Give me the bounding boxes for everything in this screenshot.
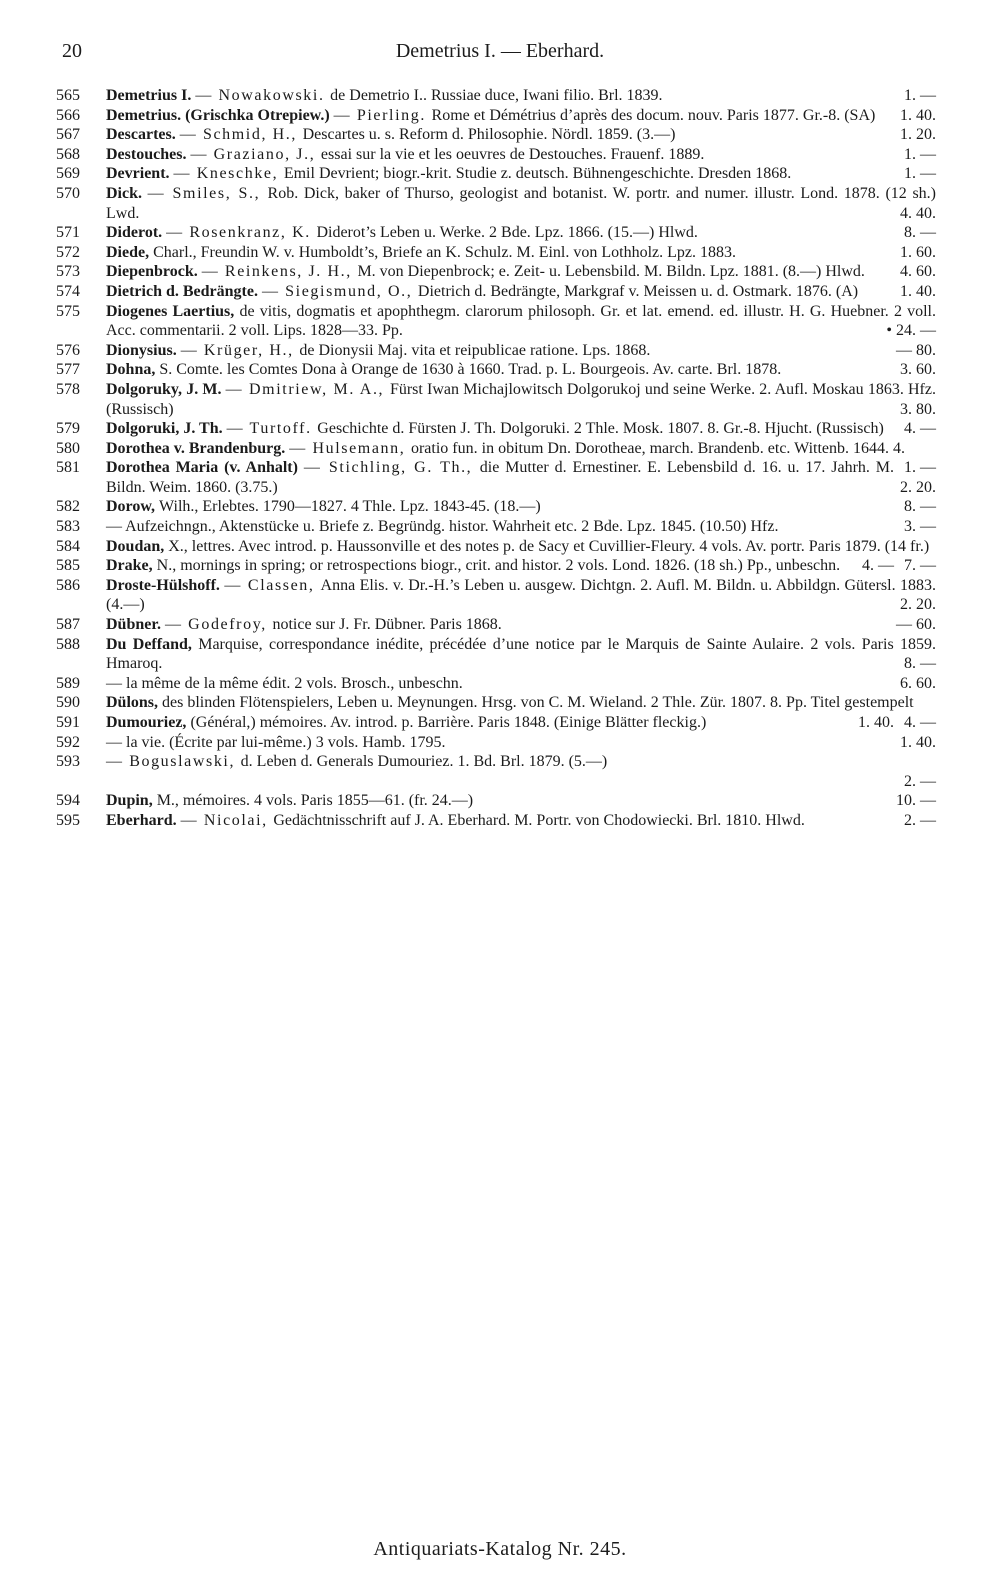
entry-author: — Kneschke, bbox=[173, 165, 284, 183]
catalog-entries bbox=[56, 86, 936, 831]
page-footer: Antiquariats-Katalog Nr. 245. bbox=[373, 1538, 627, 1560]
entry-number: 565 bbox=[56, 87, 80, 104]
entry-price: 1. 40. bbox=[900, 733, 936, 751]
entry-description: notice sur J. Fr. Dübner. Paris 1868. bbox=[272, 616, 502, 634]
entry-heading: Demetrius I. bbox=[106, 87, 196, 104]
entry-number: 590 bbox=[56, 694, 80, 712]
entry-body bbox=[106, 752, 936, 772]
entry-heading: Dorothea Maria (v. Anhalt) bbox=[106, 459, 304, 477]
entry-price: • 24. — bbox=[886, 322, 936, 340]
entry-body bbox=[106, 419, 936, 439]
entry-body bbox=[106, 576, 936, 615]
entry-number: 570 bbox=[56, 184, 80, 202]
entry-number: 585 bbox=[56, 557, 80, 575]
entry-author: — Graziano, J., bbox=[190, 145, 321, 163]
entry-body bbox=[106, 635, 936, 674]
entry-body bbox=[106, 184, 936, 223]
catalog-entry bbox=[56, 125, 936, 145]
entry-description: Fürst Iwan Michajlowitsch Dolgorukoj und seine Werke. 2. Aufl. Moskau 1863. Hfz. (Russisch) bbox=[106, 380, 936, 418]
catalog-entry bbox=[56, 733, 936, 753]
page-number: 20 bbox=[62, 40, 82, 62]
entry-author: — Dmitriew, M. A., bbox=[225, 380, 390, 398]
entry-author: — Krüger, H., bbox=[180, 341, 300, 359]
entry-description: Dietrich d. Bedrängte, Markgraf v. Meissen u. d. Ostmark. 1876. (A) bbox=[417, 282, 859, 300]
entry-body bbox=[106, 262, 936, 282]
catalog-entry bbox=[56, 302, 936, 341]
entry-number: 568 bbox=[56, 145, 80, 163]
entry-number: 580 bbox=[56, 439, 80, 457]
entry-number: 576 bbox=[56, 341, 80, 359]
entry-description: Wilh., Erlebtes. 1790—1827. 4 Thle. Lpz. 1843-45. (18.—) bbox=[159, 498, 541, 516]
entry-heading: Droste-Hülshoff. bbox=[106, 576, 225, 594]
entry-description: N., mornings in spring; or retrospections biogr., crit. and histor. 2 vols. Lond. 1826. (18 sh.) Pp., unbeschn. bbox=[156, 557, 841, 575]
entry-body bbox=[106, 282, 936, 302]
catalog-entry bbox=[56, 262, 936, 282]
catalog-entry bbox=[56, 341, 936, 361]
catalog-entry bbox=[56, 282, 936, 302]
entry-heading: Dietrich d. Bedrängte. bbox=[106, 282, 262, 300]
entry-author: — Hulsemann, bbox=[289, 439, 411, 457]
catalog-entry bbox=[56, 674, 936, 694]
entry-author: — Nicolai, bbox=[180, 811, 274, 829]
entry-number: 593 bbox=[56, 753, 80, 771]
entry-description: Anna Elis. v. Dr.-H.’s Leben u. ausgew. Dichtgn. 2. Aufl. M. Bildn. u. Abbildgn. Gütersl. 1883. (4.—) bbox=[106, 576, 936, 614]
entry-body bbox=[106, 713, 936, 733]
entry-number: 567 bbox=[56, 126, 80, 144]
entry-author: — Siegismund, O., bbox=[261, 282, 418, 300]
catalog-entry bbox=[56, 164, 936, 184]
catalog-entry bbox=[56, 223, 936, 243]
entry-heading: Diderot. bbox=[106, 224, 167, 242]
entry-number: 584 bbox=[56, 537, 80, 555]
entry-description: d. Leben d. Generals Dumouriez. 1. Bd. Brl. 1879. (5.—) bbox=[240, 753, 608, 771]
entry-price: — 60. bbox=[896, 616, 936, 634]
entry-heading: Diede, bbox=[106, 243, 154, 261]
entry-description: de Demetrio I.. Russiae duce, Iwani filio. Brl. 1839. bbox=[330, 87, 663, 104]
entry-number: 571 bbox=[56, 224, 80, 242]
catalog-entry bbox=[56, 556, 936, 576]
entry-heading: Dupin, bbox=[106, 792, 157, 810]
entry-description: Emil Devrient; biogr.-krit. Studie z. deutsch. Bühnengeschichte. Dresden 1868. bbox=[283, 165, 792, 183]
entry-number: 592 bbox=[56, 733, 80, 751]
entry-description: Rob. Dick, baker of Thurso, geologist and botanist. W. portr. and numer. illustr. Lond. 1878. (12 sh.) Lwd. bbox=[106, 184, 936, 222]
entry-heading: Dorothea v. Brandenburg. bbox=[106, 439, 290, 457]
entry-price: 2. 20. bbox=[900, 596, 936, 614]
entry-author: — Godefroy, bbox=[164, 616, 273, 634]
entry-body bbox=[106, 145, 936, 165]
entry-body bbox=[106, 615, 936, 635]
entry-description: X., lettres. Avec introd. p. Haussonville et des notes p. de Sacy et Cuvillier-Fleury. 4 vols. Av. portr. Paris 1879. (14 fr.) bbox=[168, 537, 930, 555]
entry-description: die Mutter d. Ernestiner. E. Lebensbild d. 16. u. 17. Jahrh. M. Bildn. Weim. 1860. (3.75.) bbox=[106, 459, 895, 496]
entry-heading: Dülons, bbox=[106, 694, 163, 712]
entry-price: 3. 80. bbox=[900, 400, 936, 418]
entry-description: — la vie. (Écrite par lui-même.) 3 vols. Hamb. 1795. bbox=[106, 733, 446, 751]
entry-body bbox=[106, 223, 936, 243]
entry-author: — Stichling, G. Th., bbox=[303, 459, 480, 477]
entry-description: M. von Diepenbrock; e. Zeit- u. Lebensbild. M. Bildn. Lpz. 1881. (8.—) Hlwd. bbox=[357, 263, 865, 281]
entry-price: 4. — bbox=[904, 420, 936, 438]
entry-price: 4. — bbox=[862, 557, 894, 575]
entry-price: 3. — bbox=[904, 518, 936, 536]
entry-number: 591 bbox=[56, 714, 80, 731]
catalog-entry bbox=[56, 419, 936, 439]
catalog-entry bbox=[56, 243, 936, 263]
entry-price: 1. 60. bbox=[900, 243, 936, 261]
entry-price: 2. — bbox=[904, 772, 936, 790]
entry-body bbox=[106, 556, 936, 576]
entry-price: 1. 40. bbox=[900, 106, 936, 124]
entry-description: oratio fun. in obitum Dn. Dorotheae, march. Brandenb. etc. Wittenb. 1644. 4. bbox=[410, 439, 906, 457]
entry-author: — Reinkens, J. H., bbox=[201, 263, 358, 281]
entry-description: Diderot’s Leben u. Werke. 2 Bde. Lpz. 1866. (15.—) Hlwd. bbox=[316, 224, 698, 242]
entry-heading: Dumouriez, bbox=[106, 714, 191, 731]
entry-author: — Pierling. bbox=[333, 106, 432, 124]
entry-price: 1. 40. bbox=[858, 714, 894, 731]
entry-description: S. Comte. les Comtes Dona à Orange de 1630 à 1660. Trad. p. L. Bourgeois. Av. carte. Brl. 1878. bbox=[159, 361, 782, 379]
catalog-entry bbox=[56, 380, 936, 419]
entry-heading: Destouches. bbox=[106, 145, 191, 163]
entry-heading: Dick. bbox=[106, 184, 148, 202]
entry-body bbox=[106, 86, 936, 106]
catalog-entry bbox=[56, 615, 936, 635]
catalog-entry bbox=[56, 713, 936, 733]
catalog-entry bbox=[56, 184, 936, 223]
entry-heading: Dorow, bbox=[106, 498, 160, 516]
entry-body bbox=[106, 125, 936, 145]
entry-body bbox=[106, 517, 936, 537]
entry-description: — Aufzeichngn., Aktenstücke u. Briefe z. Begründg. histor. Wahrheit etc. 2 Bde. Lpz. 1845. (10.50) Hfz. bbox=[106, 518, 779, 536]
catalog-entry bbox=[56, 517, 936, 537]
entry-author: — Nowakowski. bbox=[195, 87, 331, 104]
entry-number: 589 bbox=[56, 674, 80, 692]
catalog-entry bbox=[56, 497, 936, 517]
entry-description: Marquise, correspondance inédite, précédée d’une notice par le Marquis de Sainte Aulaire. 2 vols. Paris 1859. Hmaroq. bbox=[106, 635, 936, 673]
entry-price: 4. 40. bbox=[900, 204, 936, 222]
entry-body bbox=[106, 733, 936, 753]
entry-body bbox=[106, 497, 936, 517]
entry-number: 582 bbox=[56, 498, 80, 516]
entry-heading: Dohna, bbox=[106, 361, 160, 379]
entry-price: 1. — bbox=[904, 459, 936, 477]
entry-heading: Dionysius. bbox=[106, 341, 181, 359]
entry-body bbox=[106, 458, 936, 497]
entry-price: 1. — bbox=[904, 145, 936, 163]
entry-number: 577 bbox=[56, 361, 80, 379]
entry-heading: Eberhard. bbox=[106, 811, 181, 829]
catalog-entry bbox=[56, 635, 936, 674]
entry-description: des blinden Flötenspielers, Leben u. Meynungen. Hrsg. von C. M. Wieland. 2 Thle. Zür. 1807. 8. Pp. Titel gestempelt bbox=[162, 694, 914, 712]
catalog-entry bbox=[56, 576, 936, 615]
catalog-entry bbox=[56, 791, 936, 811]
entry-body bbox=[106, 243, 936, 263]
entry-body bbox=[106, 791, 936, 811]
entry-heading: Descartes. bbox=[106, 126, 180, 144]
entry-number: 583 bbox=[56, 518, 80, 536]
entry-heading: Dolgoruki, J. Th. bbox=[106, 420, 227, 438]
entry-author: — Schmid, H., bbox=[179, 126, 303, 144]
entry-number: 578 bbox=[56, 380, 80, 398]
entry-price: 6. 60. bbox=[900, 674, 936, 692]
entry-description: Charl., Freundin W. v. Humboldt’s, Briefe an K. Schulz. M. Einl. von Lothholz. Lpz. 1883. bbox=[153, 243, 737, 261]
entry-price: 3. 60. bbox=[900, 361, 936, 379]
entry-number: 594 bbox=[56, 792, 80, 810]
entry-number: 595 bbox=[56, 811, 80, 829]
entry-heading: Diogenes Laertius, bbox=[106, 302, 240, 320]
entry-price: — 80. bbox=[896, 341, 936, 359]
page-header bbox=[62, 40, 938, 70]
entry-number: 572 bbox=[56, 243, 80, 261]
entry-number: 579 bbox=[56, 420, 80, 438]
entry-body bbox=[106, 360, 936, 380]
catalog-entry bbox=[56, 145, 936, 165]
entry-price: 1. 40. bbox=[900, 282, 936, 300]
entry-price: 2. 20. bbox=[900, 478, 936, 496]
entry-heading: Demetrius. (Grischka Otrepiew.) bbox=[106, 106, 334, 124]
entry-description: M., mémoires. 4 vols. Paris 1855—61. (fr. 24.—) bbox=[156, 792, 474, 810]
entry-heading: Drake, bbox=[106, 557, 157, 575]
entry-author: — Rosenkranz, K. bbox=[166, 224, 317, 242]
entry-number: 588 bbox=[56, 635, 80, 653]
entry-price: 2. — bbox=[904, 811, 936, 829]
entry-price: 4. — bbox=[904, 714, 936, 731]
entry-price: 4. 60. bbox=[900, 263, 936, 281]
entry-body bbox=[106, 341, 936, 361]
entry-description: — la même de la même édit. 2 vols. Brosch., unbeschn. bbox=[106, 674, 463, 692]
entry-heading: Diepenbrock. bbox=[106, 263, 202, 281]
entry-body bbox=[106, 106, 936, 126]
entry-number: 586 bbox=[56, 576, 80, 594]
entry-description: Rome et Démétrius d’après des docum. nouv. Paris 1877. Gr.-8. (SA) bbox=[431, 106, 876, 124]
entry-price: 10. — bbox=[896, 792, 936, 810]
entry-description: Gedächtnisschrift auf J. A. Eberhard. M. Portr. von Chodowiecki. Brl. 1810. Hlwd. bbox=[273, 811, 805, 829]
entry-price: 1. 20. bbox=[900, 126, 936, 144]
entry-author: — Boguslawski, bbox=[106, 753, 241, 771]
entry-body bbox=[106, 164, 936, 184]
entry-heading: Dolgoruky, J. M. bbox=[106, 380, 226, 398]
entry-price: 8. — bbox=[904, 498, 936, 516]
entry-description: (Général,) mémoires. Av. introd. p. Barrière. Paris 1848. (Einige Blätter fleckig.) bbox=[190, 714, 707, 731]
catalog-entry bbox=[56, 811, 936, 831]
catalog-entry bbox=[56, 360, 936, 380]
entry-author: — Classen, bbox=[224, 576, 321, 594]
entry-heading: Dübner. bbox=[106, 616, 165, 634]
entry-price: 7. — bbox=[904, 557, 936, 575]
entry-description: Descartes u. s. Reform d. Philosophie. Nördl. 1859. (3.—) bbox=[302, 126, 676, 144]
entry-body bbox=[106, 380, 936, 419]
entry-number: 581 bbox=[56, 459, 80, 477]
entry-description: de Dionysii Maj. vita et reipublicae ratione. Lps. 1868. bbox=[299, 341, 651, 359]
entry-price: 8. — bbox=[904, 224, 936, 242]
entry-heading: Du Deffand, bbox=[106, 635, 199, 653]
entry-number: 574 bbox=[56, 282, 80, 300]
catalog-entry bbox=[56, 752, 936, 791]
entry-heading: Devrient. bbox=[106, 165, 174, 183]
entry-price: 8. — bbox=[904, 655, 936, 673]
entry-description: de vitis, dogmatis et apophthegm. clarorum philosoph. Gr. et lat. emend. ed. illustr. H. G. Huebner. 2 voll. Acc. commentarii. 2 voll. Lips. 1828—33. Pp. bbox=[106, 302, 937, 340]
entry-number: 573 bbox=[56, 263, 80, 281]
entry-author: — Turtoff. bbox=[226, 420, 318, 438]
entry-price: 1. — bbox=[904, 87, 936, 104]
entry-number: 566 bbox=[56, 106, 80, 124]
catalog-entry bbox=[56, 106, 936, 126]
entry-price: 1. — bbox=[904, 165, 936, 183]
catalog-entry bbox=[56, 86, 936, 106]
catalog-entry bbox=[56, 458, 936, 497]
entry-description: essai sur la vie et les oeuvres de Destouches. Frauenf. 1889. bbox=[320, 145, 705, 163]
entry-number: 569 bbox=[56, 165, 80, 183]
entry-body bbox=[106, 674, 936, 694]
entry-body bbox=[106, 811, 936, 831]
entry-number: 587 bbox=[56, 616, 80, 634]
entry-number: 575 bbox=[56, 302, 80, 320]
entry-description: Geschichte d. Fürsten J. Th. Dolgoruki. 2 Thle. Mosk. 1807. 8. Gr.-8. Hjucht. (Russisch) bbox=[317, 420, 884, 438]
entry-heading: Doudan, bbox=[106, 537, 169, 555]
entry-body bbox=[106, 302, 936, 341]
running-title: Demetrius I. — Eberhard. bbox=[395, 40, 605, 62]
entry-author: — Smiles, S., bbox=[147, 184, 268, 202]
